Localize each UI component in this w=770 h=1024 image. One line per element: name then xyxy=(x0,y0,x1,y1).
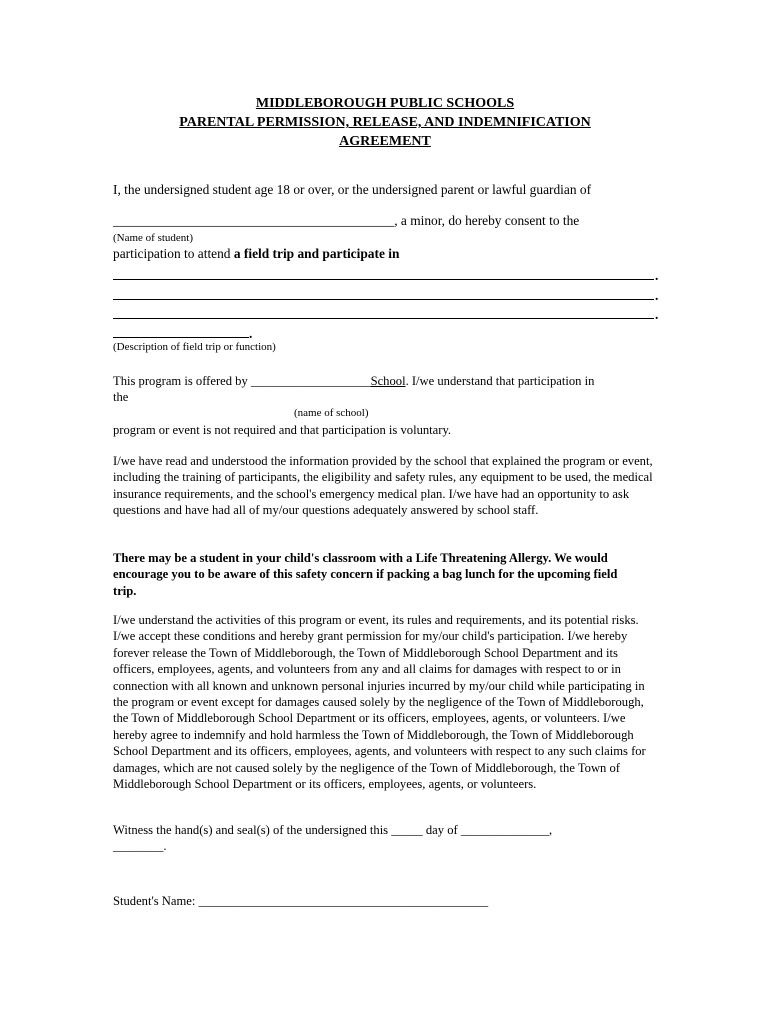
description-caption: (Description of field trip or function) xyxy=(113,341,276,353)
line-end-period: . xyxy=(655,288,659,303)
offered-by-text: This program is offered by xyxy=(113,374,248,388)
read-understood-paragraph: I/we have read and understood the information provided by the school that explained the program or event, including the training of participants, the eligibility and safety rules, any equipment to be used, the medical insurance requirements, and the school's emergency medical plan. I/we have had an opportunity to ask questions and have had all of my/our questions adequately answered by school staff. xyxy=(113,454,653,518)
student-name-caption: (Name of student) xyxy=(113,232,194,244)
line-end-period: . xyxy=(249,326,253,341)
description-line-3[interactable] xyxy=(113,318,654,319)
release-paragraph: I/we understand the activities of this program or event, its rules and requirements, and its potential risks. I/we accept these conditions and hereby grant permission for my/our child's participation. I/we hereby forever release the Town of Middleborough, the Town of Middleborough School Department and its officers, employees, agents, and volunteers from any and all claims for damages with respect to or in connection with all known and unknown personal injuries incurred by my/our child while participating in the program or event except for damages caused solely by the negligence of the Town of Middleborough, the Town of Middleborough School Department or its officers, employees, agents, or volunteers. I/we hereby agree to indemnify and hold harmless the Town of Middleborough, the Town of Middleborough School Department and its officers, employees, agents, and volunteers with respect to any such claims for damages, which are not caused solely by the negligence of the Town of Middleborough, the Town of Middleborough School Department or its officers, employees, agents, or volunteers. xyxy=(113,613,646,792)
line-end-period: . xyxy=(655,307,659,322)
school-word: School xyxy=(370,374,406,388)
witness-text: Witness the hand(s) and seal(s) of the undersigned this _____ day of ______________, xyxy=(113,823,553,837)
description-line-4[interactable] xyxy=(113,337,249,338)
witness-year-blank[interactable]: ________. xyxy=(113,839,167,853)
student-name-blank[interactable]: __________________________________________ xyxy=(113,213,395,228)
description-line-2[interactable] xyxy=(113,299,654,300)
program-offered-line xyxy=(113,373,594,389)
line-end-period: . xyxy=(655,268,659,283)
minor-consent-text: , a minor, do hereby consent to the xyxy=(394,213,580,228)
participation-bold: a field trip and participate in xyxy=(233,246,400,261)
participation-line xyxy=(113,246,399,262)
title-line-1: MIDDLEBOROUGH PUBLIC SCHOOLS xyxy=(255,96,515,111)
student-name-label: Student's Name: xyxy=(113,894,196,908)
description-line-1[interactable] xyxy=(113,279,654,280)
school-caption: (name of school) xyxy=(294,407,369,419)
title-line-3: AGREEMENT xyxy=(339,134,431,149)
voluntary-text: program or event is not required and that participation is voluntary. xyxy=(113,423,452,437)
the-word: the xyxy=(113,390,129,404)
allergy-notice: There may be a student in your child's classroom with a Life Threatening Allergy. We would encourage you to be aware of this safety concern if packing a bag lunch for the upcoming field trip. xyxy=(113,551,618,598)
title-line-2: PARENTAL PERMISSION, RELEASE, AND INDEMNIFICATION xyxy=(179,115,591,130)
student-name-field[interactable]: ______________________________________________ xyxy=(198,894,489,908)
understand-text: . I/we understand that participation in xyxy=(405,374,595,388)
consent-intro: I, the undersigned student age 18 or over, or the undersigned parent or lawful guardian of xyxy=(113,182,592,197)
student-name-signature-line xyxy=(113,893,488,909)
school-name-blank[interactable]: ___________________ xyxy=(250,374,371,388)
participation-lead: participation to attend xyxy=(113,246,231,261)
student-name-line xyxy=(113,213,579,229)
